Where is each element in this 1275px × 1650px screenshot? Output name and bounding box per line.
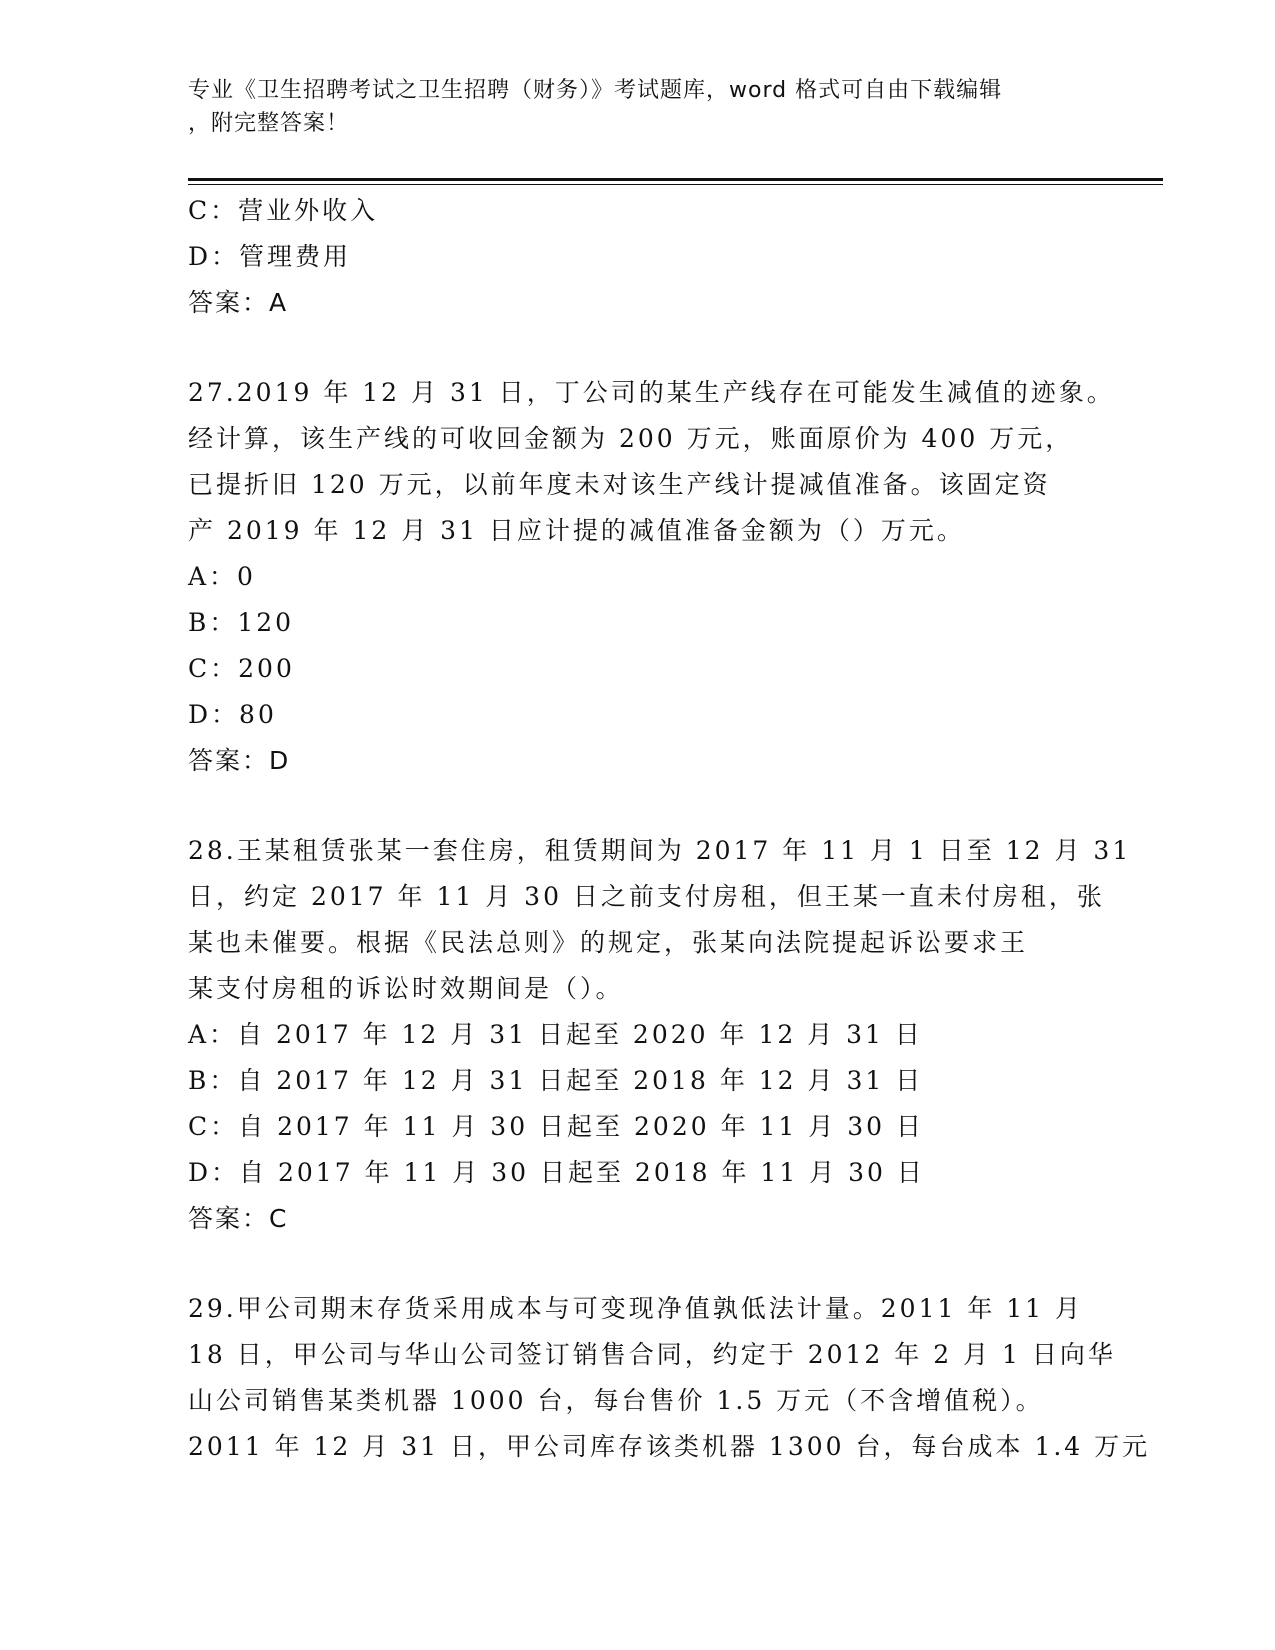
- option-b: B：自 2017 年 12 月 31 日起至 2018 年 12 月 31 日: [188, 1066, 924, 1095]
- option-d: D：80: [188, 700, 277, 729]
- option-a: A：自 2017 年 12 月 31 日起至 2020 年 12 月 31 日: [188, 1020, 923, 1049]
- option-d: D：自 2017 年 11 月 30 日起至 2018 年 11 月 30 日: [188, 1158, 925, 1187]
- stem-line: 18 日，甲公司与华山公司签订销售合同，约定于 2012 年 2 月 1 日向华: [188, 1340, 1116, 1369]
- stem-line: 某支付房租的诉讼时效期间是（）。: [188, 974, 624, 1003]
- question-27: [188, 370, 1115, 784]
- question-28: [188, 828, 1132, 1242]
- option-c: C：200: [188, 654, 295, 683]
- answer: 答案：A: [188, 288, 289, 317]
- question-stem: [188, 1286, 1151, 1470]
- question-stem: [188, 370, 1115, 554]
- stem-line: 产 2019 年 12 月 31 日应计提的减值准备金额为（）万元。: [188, 516, 965, 545]
- page-header: [188, 74, 1068, 140]
- stem-line: 已提折旧 120 万元，以前年度未对该生产线计提减值准备。该固定资: [188, 470, 1051, 499]
- option-b: B：120: [188, 608, 295, 637]
- stem-line: 29.甲公司期末存货采用成本与可变现净值孰低法计量。2011 年 11 月: [188, 1294, 1084, 1323]
- question-29: [188, 1286, 1151, 1470]
- stem-line: 27.2019 年 12 月 31 日，丁公司的某生产线存在可能发生减值的迹象。: [188, 378, 1115, 407]
- stem-line: 日，约定 2017 年 11 月 30 日之前支付房租，但王某一直未付房租，张: [188, 882, 1105, 911]
- header-rule-thick: [188, 178, 1163, 181]
- header-line-1: 专业《卫生招聘考试之卫生招聘（财务）》考试题库，word 格式可自由下载编辑: [188, 78, 1003, 103]
- option-c: C：自 2017 年 11 月 30 日起至 2020 年 11 月 30 日: [188, 1112, 924, 1141]
- option-d: D：管理费用: [188, 242, 352, 271]
- option-c: C：营业外收入: [188, 196, 379, 225]
- header-line-2: ，附完整答案！: [188, 111, 350, 136]
- header-rule-thin: [188, 184, 1163, 185]
- option-a: A：0: [188, 562, 256, 591]
- stem-line: 经计算，该生产线的可收回金额为 200 万元，账面原价为 400 万元，: [188, 424, 1074, 453]
- document-content: [188, 188, 1151, 1470]
- stem-line: 2011 年 12 月 31 日，甲公司库存该类机器 1300 台，每台成本 1.4 万元: [188, 1432, 1151, 1461]
- answer: 答案：D: [188, 746, 291, 775]
- stem-line: 28.王某租赁张某一套住房，租赁期间为 2017 年 11 月 1 日至 12 月 31: [188, 836, 1132, 865]
- question-stem: [188, 828, 1132, 1012]
- answer: 答案：C: [188, 1204, 289, 1233]
- stem-line: 山公司销售某类机器 1000 台，每台售价 1.5 万元（不含增值税）。: [188, 1386, 1044, 1415]
- stem-line: 某也未催要。根据《民法总则》的规定，张某向法院提起诉讼要求王: [188, 928, 1029, 957]
- question-26-tail: [188, 188, 1088, 326]
